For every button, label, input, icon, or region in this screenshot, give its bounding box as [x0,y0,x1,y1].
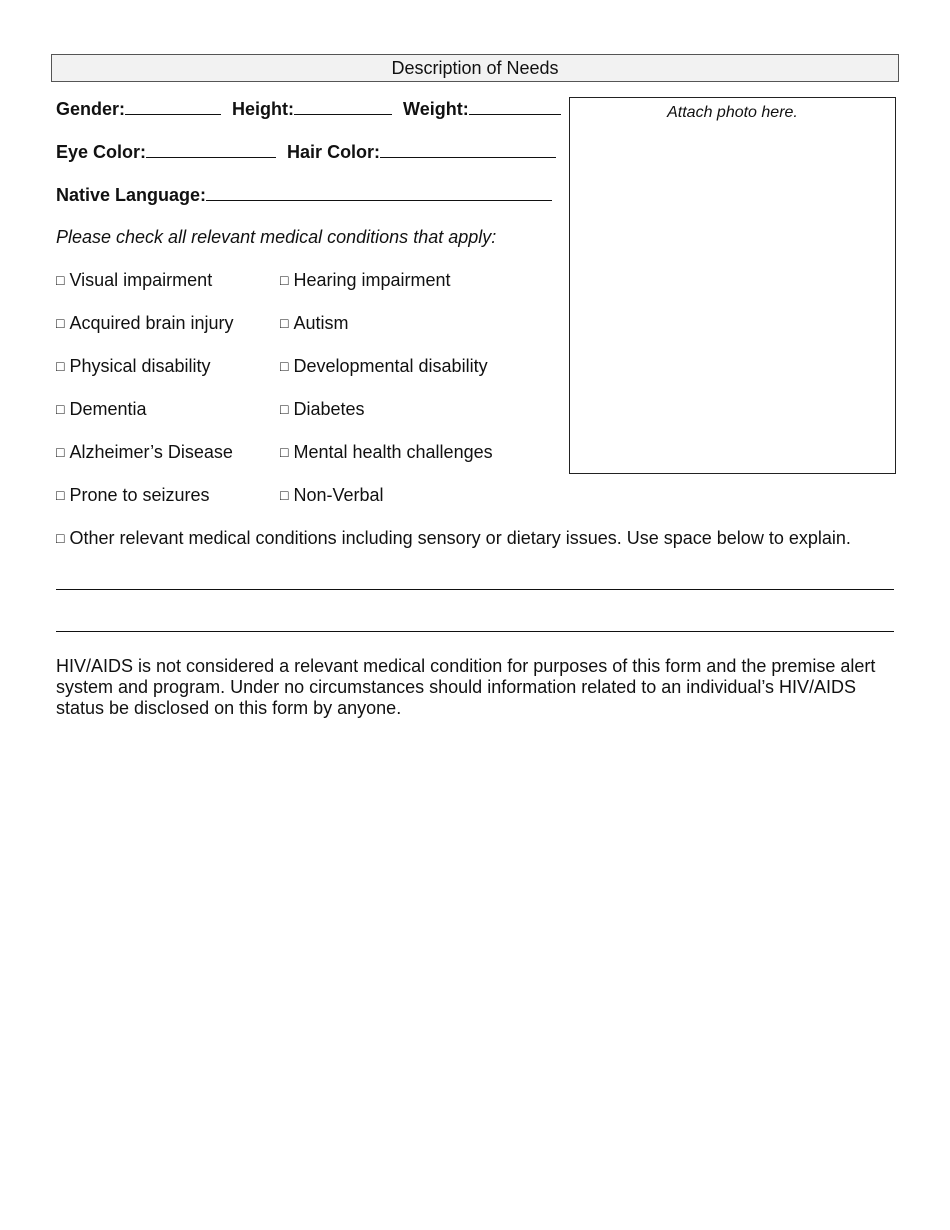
checkbox-icon[interactable]: □ [56,401,65,417]
native-language-input-line[interactable] [206,184,552,201]
gender-input-line[interactable] [125,98,221,115]
height-label: Height: [232,99,295,119]
condition-label: Physical disability [69,356,211,376]
condition-item[interactable] [280,356,488,377]
condition-item[interactable] [280,270,451,291]
eye-color-field [56,141,276,163]
condition-item[interactable] [56,356,211,377]
condition-item[interactable] [280,313,348,334]
condition-label: Hearing impairment [293,270,451,290]
other-condition-item[interactable] [56,528,851,549]
native-language-label: Native Language: [56,185,207,205]
checkbox-icon[interactable]: □ [280,315,289,331]
condition-item[interactable] [56,485,210,506]
condition-item[interactable] [280,442,493,463]
gender-label: Gender: [56,99,126,119]
condition-item[interactable] [56,313,234,334]
condition-label: Dementia [69,399,147,419]
explanation-line[interactable] [56,589,894,590]
hair-color-input-line[interactable] [380,141,556,158]
condition-item[interactable] [56,270,212,291]
checkbox-icon[interactable]: □ [280,272,289,288]
condition-item[interactable] [56,442,233,463]
condition-label: Non-Verbal [293,485,384,505]
photo-label: Attach photo here. [667,104,798,121]
checkbox-icon[interactable]: □ [56,315,65,331]
gender-field [56,98,221,120]
hair-color-field [287,141,556,163]
explanation-line[interactable] [56,631,894,632]
hiv-aids-notice: HIV/AIDS is not considered a relevant medical condition for purposes of this form and the premise alert system and program. Under no circumstances should information related to an individual’s HIV/AIDS status be disclosed on this form by anyone. [56,656,876,718]
native-language-field [56,184,552,206]
language-field-row [56,184,552,206]
checkbox-icon[interactable]: □ [280,358,289,374]
condition-label: Acquired brain injury [69,313,234,333]
checkbox-icon[interactable]: □ [56,530,65,546]
checkbox-icon[interactable]: □ [280,487,289,503]
checkbox-icon[interactable]: □ [56,487,65,503]
condition-label: Mental health challenges [293,442,493,462]
condition-label: Prone to seizures [69,485,210,505]
checkbox-icon[interactable]: □ [56,444,65,460]
conditions-instructions: Please check all relevant medical conditions that apply: [56,227,497,247]
color-fields-row [56,141,556,163]
weight-field [403,98,561,120]
weight-label: Weight: [403,99,469,119]
checkbox-icon[interactable]: □ [56,358,65,374]
condition-item[interactable] [280,399,365,420]
other-condition-label: Other relevant medical conditions including sensory or dietary issues. Use space below to explain. [69,528,851,548]
eye-color-label: Eye Color: [56,142,147,162]
eye-color-input-line[interactable] [146,141,276,158]
condition-label: Visual impairment [69,270,213,290]
condition-label: Alzheimer’s Disease [69,442,233,462]
condition-label: Developmental disability [293,356,488,376]
checkbox-icon[interactable]: □ [56,272,65,288]
physical-fields-row [56,98,561,120]
checkbox-icon[interactable]: □ [280,401,289,417]
height-input-line[interactable] [294,98,392,115]
condition-label: Diabetes [293,399,365,419]
hair-color-label: Hair Color: [287,142,381,162]
checkbox-icon[interactable]: □ [280,444,289,460]
condition-label: Autism [293,313,349,333]
photo-attachment-box[interactable] [569,97,896,474]
condition-item[interactable] [56,399,147,420]
section-header: Description of Needs [51,54,899,82]
condition-item[interactable] [280,485,384,506]
weight-input-line[interactable] [469,98,561,115]
height-field [232,98,392,120]
